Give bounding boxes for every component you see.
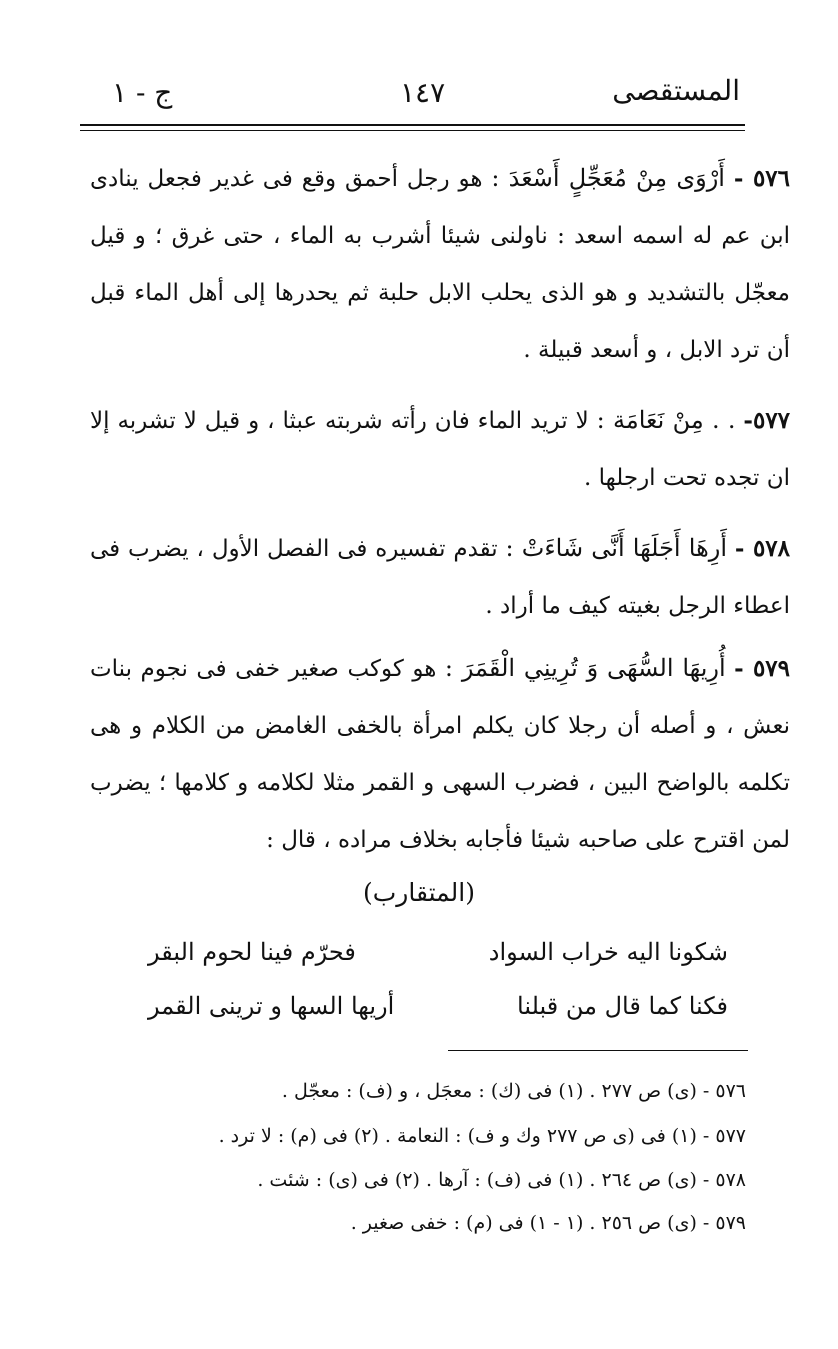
entry-576: [90, 150, 790, 379]
poem-verse: [148, 992, 728, 1020]
footnote: ٥٧٩ - (ى) ص ٢٥٦ . (١ - ١) فى (م) : خفى صغير .: [350, 1212, 746, 1234]
entry-text: لا تريد الماء فان رأته شربته عبثا ، و قيل لا تشربه إلا ان تجده تحت ارجلها .: [90, 408, 790, 491]
entry-text: تقدم تفسيره فى الفصل الأول ، يضرب فى اعطاء الرجل بغيته كيف ما أراد .: [90, 536, 790, 619]
entry-headword: أُرِيهَا السُّهَى وَ تُرِينِي الْقَمَرَ :: [444, 654, 726, 682]
entry-number: ٥٧٨ -: [734, 535, 791, 562]
page-number: ١٤٧: [400, 76, 446, 109]
poem-verse: [148, 938, 728, 966]
header-rule-thick: [80, 124, 745, 126]
entry-text: هو رجل أحمق وقع فى غدير فجعل ينادى ابن عم له اسمه اسعد : ناولنى شيئا أشرب به الماء ، حتى غرق ؛ و قيل معجّل بالتشديد و هو الذى يحلب الابل حلبة ثم يحدرها إلى أهل الماء قبل أن ترد الابل ، و أسعد قبيلة .: [90, 166, 790, 363]
entry-text: هو كوكب صغير خفى فى نجوم بنات نعش ، و أصله أن رجلا كان يكلم امرأة بالخفى الغامض من الكلام و هى تكلمه بالواضح البين ، فضرب السهى و القمر مثلا لكلامه و كلامها ؛ يضرب لمن اقترح على صاحبه شيئا فأجابه بخلاف مراده ، قال :: [90, 656, 790, 853]
entry-headword: أَرِهَا أَجَلَهَا أَنَّى شَاءَتْ :: [505, 534, 727, 562]
book-title: المستقصى: [612, 74, 740, 107]
footnote-separator: [448, 1050, 748, 1051]
footnote: ٥٧٨ - (ى) ص ٢٦٤ . (١) فى (ف) : آرها . (٢) فى (ى) : شئت .: [257, 1169, 746, 1191]
volume-label: ج - ١: [112, 76, 173, 109]
entry-headword: . . مِنْ نَعَامَة :: [596, 406, 736, 434]
footnote: ٥٧٦ - (ى) ص ٢٧٧ . (١) فى (ك) : معجَل ، و (ف) : معجّل .: [281, 1080, 746, 1102]
entry-578: [90, 520, 790, 635]
entry-number: ٥٧٦ -: [733, 165, 790, 192]
verse-first-hemistich: شكونا اليه خراب السواد: [488, 938, 728, 966]
running-header: [90, 68, 740, 118]
verse-second-hemistich: فحرّم فينا لحوم البقر: [148, 938, 356, 966]
header-rule-thin: [80, 130, 745, 131]
entry-577: [90, 392, 790, 507]
poem-meter: (المتقارب): [363, 878, 475, 907]
verse-first-hemistich: فكنا كما قال من قبلنا: [517, 992, 728, 1020]
entry-579: [90, 640, 790, 869]
footnote: ٥٧٧ - (١) فى (ى ص ٢٧٧ وك و ف) : النعامة . (٢) فى (م) : لا ترد .: [218, 1125, 746, 1147]
entry-number: ٥٧٩ -: [734, 655, 791, 682]
entry-headword: أَرْوَى مِنْ مُعَجِّلٍ أَسْعَدَ :: [491, 164, 725, 192]
verse-second-hemistich: أريها السها و ترينى القمر: [148, 992, 395, 1020]
entry-number: ٥٧٧-: [743, 407, 791, 434]
